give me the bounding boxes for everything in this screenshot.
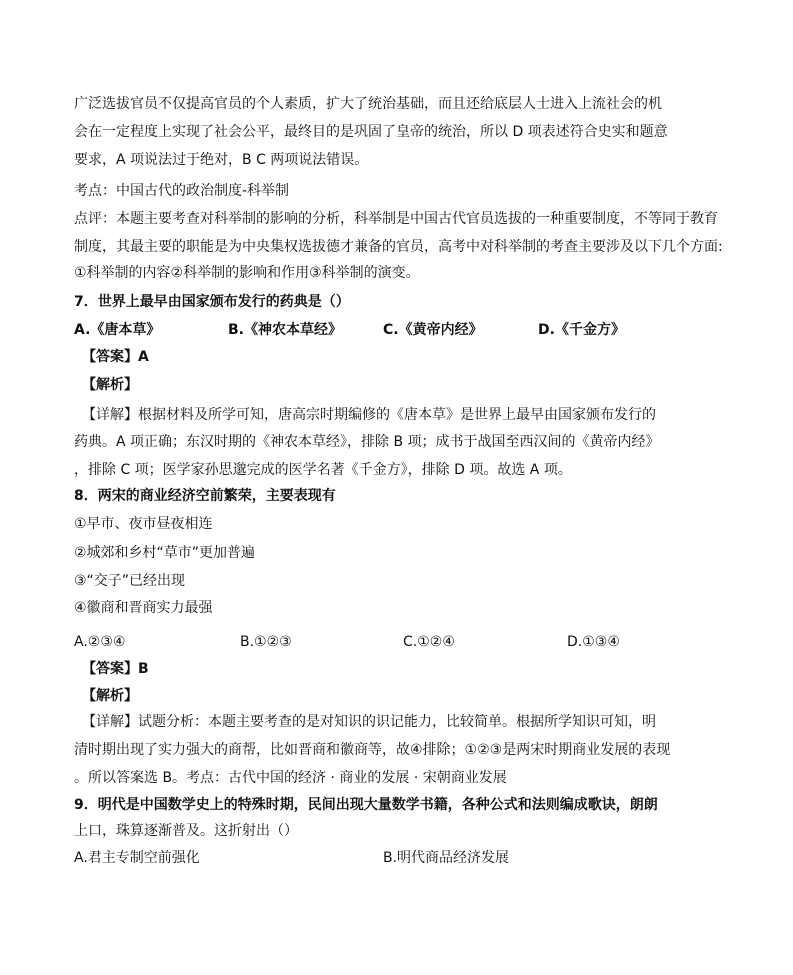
q7-option-c: C.《黄帝内经》 <box>383 322 483 338</box>
q7-detail-line: 药典。A 项正确；东汉时期的《神农本草经》，排除 B 项；成书于战国至西汉间的《黄帝内经》 <box>74 434 660 450</box>
q8-item: ②城郊和乡村“草市”更加普遍 <box>74 545 256 561</box>
dianping-line: 制度，其最主要的职能是为中央集权选拔德才兼备的官员，高考中对科举制的考查主要涉及以下几个方面: <box>74 239 723 255</box>
question-7: 7．世界上最早由国家颁布发行的药典是（） <box>74 294 350 310</box>
q8-detail-line: 【详解】试题分析：本题主要考查的是对知识的识记能力，比较简单。根据所学知识可知，明 <box>82 714 656 730</box>
q8-detail-line: 。所以答案选 B。考点：古代中国的经济 · 商业的发展 · 宋朝商业发展 <box>74 770 507 786</box>
q8-detail-line: 清时期出现了实力强大的商帮，比如晋商和徽商等，故④排除；①②③是两宋时期商业发展的表现 <box>74 742 671 758</box>
q8-option-d: D.①③④ <box>567 634 620 650</box>
question-9: 9．明代是中国数学史上的特殊时期，民间出现大量数学书籍，各种公式和法则编成歌诀，朗朗 <box>74 797 658 813</box>
q7-answer: 【答案】A <box>82 349 149 365</box>
q8-analysis-label: 【解析】 <box>82 688 138 704</box>
q8-item: ③“交子”已经出现 <box>74 573 186 589</box>
q7-detail-line: 【详解】根据材料及所学可知，唐高宗时期编修的《唐本草》是世界上最早由国家颁布发行的 <box>82 407 656 423</box>
q7-analysis-label: 【解析】 <box>82 377 138 393</box>
text-line: 会在一定程度上实现了社会公平，最终目的是巩固了皇帝的统治，所以 D 项表述符合史实和题意 <box>74 124 668 140</box>
q9-option-b: B.明代商品经济发展 <box>383 850 510 866</box>
question-8: 8．两宋的商业经济空前繁荣，主要表现有 <box>74 488 336 504</box>
q7-option-b: B.《神农本草经》 <box>228 322 342 338</box>
kaodian-line: 考点：中国古代的政治制度-科举制 <box>74 183 290 199</box>
q7-option-a: A.《唐本草》 <box>74 322 161 338</box>
q8-item: ①早市、夜市昼夜相连 <box>74 516 213 532</box>
q8-answer: 【答案】B <box>82 661 149 677</box>
text-line: 广泛选拔官员不仅提高官员的个人素质，扩大了统治基础，而且还给底层人士进入上流社会的机 <box>74 96 662 112</box>
question-9-cont: 上口，珠算逐渐普及。这折射出（） <box>74 823 298 839</box>
q8-option-c: C.①②④ <box>403 634 455 650</box>
dianping-line: 点评：本题主要考查对科举制的影响的分析，科举制是中国古代官员选拔的一种重要制度，不等同于教育 <box>74 211 718 227</box>
text-line: 要求，A 项说法过于绝对，B C 两项说法错误。 <box>74 152 369 168</box>
q9-option-a: A.君主专制空前强化 <box>74 850 200 866</box>
q8-option-b: B.①②③ <box>240 634 292 650</box>
q7-detail-line: ，排除 C 项；医学家孙思邈完成的医学名著《千金方》，排除 D 项。故选 A 项。 <box>74 462 572 478</box>
dianping-line: ①科举制的内容②科举制的影响和作用③科举制的演变。 <box>74 265 420 281</box>
q7-option-d: D.《千金方》 <box>538 322 625 338</box>
q8-item: ④徽商和晋商实力最强 <box>74 600 213 616</box>
q8-option-a: A.②③④ <box>74 634 126 650</box>
